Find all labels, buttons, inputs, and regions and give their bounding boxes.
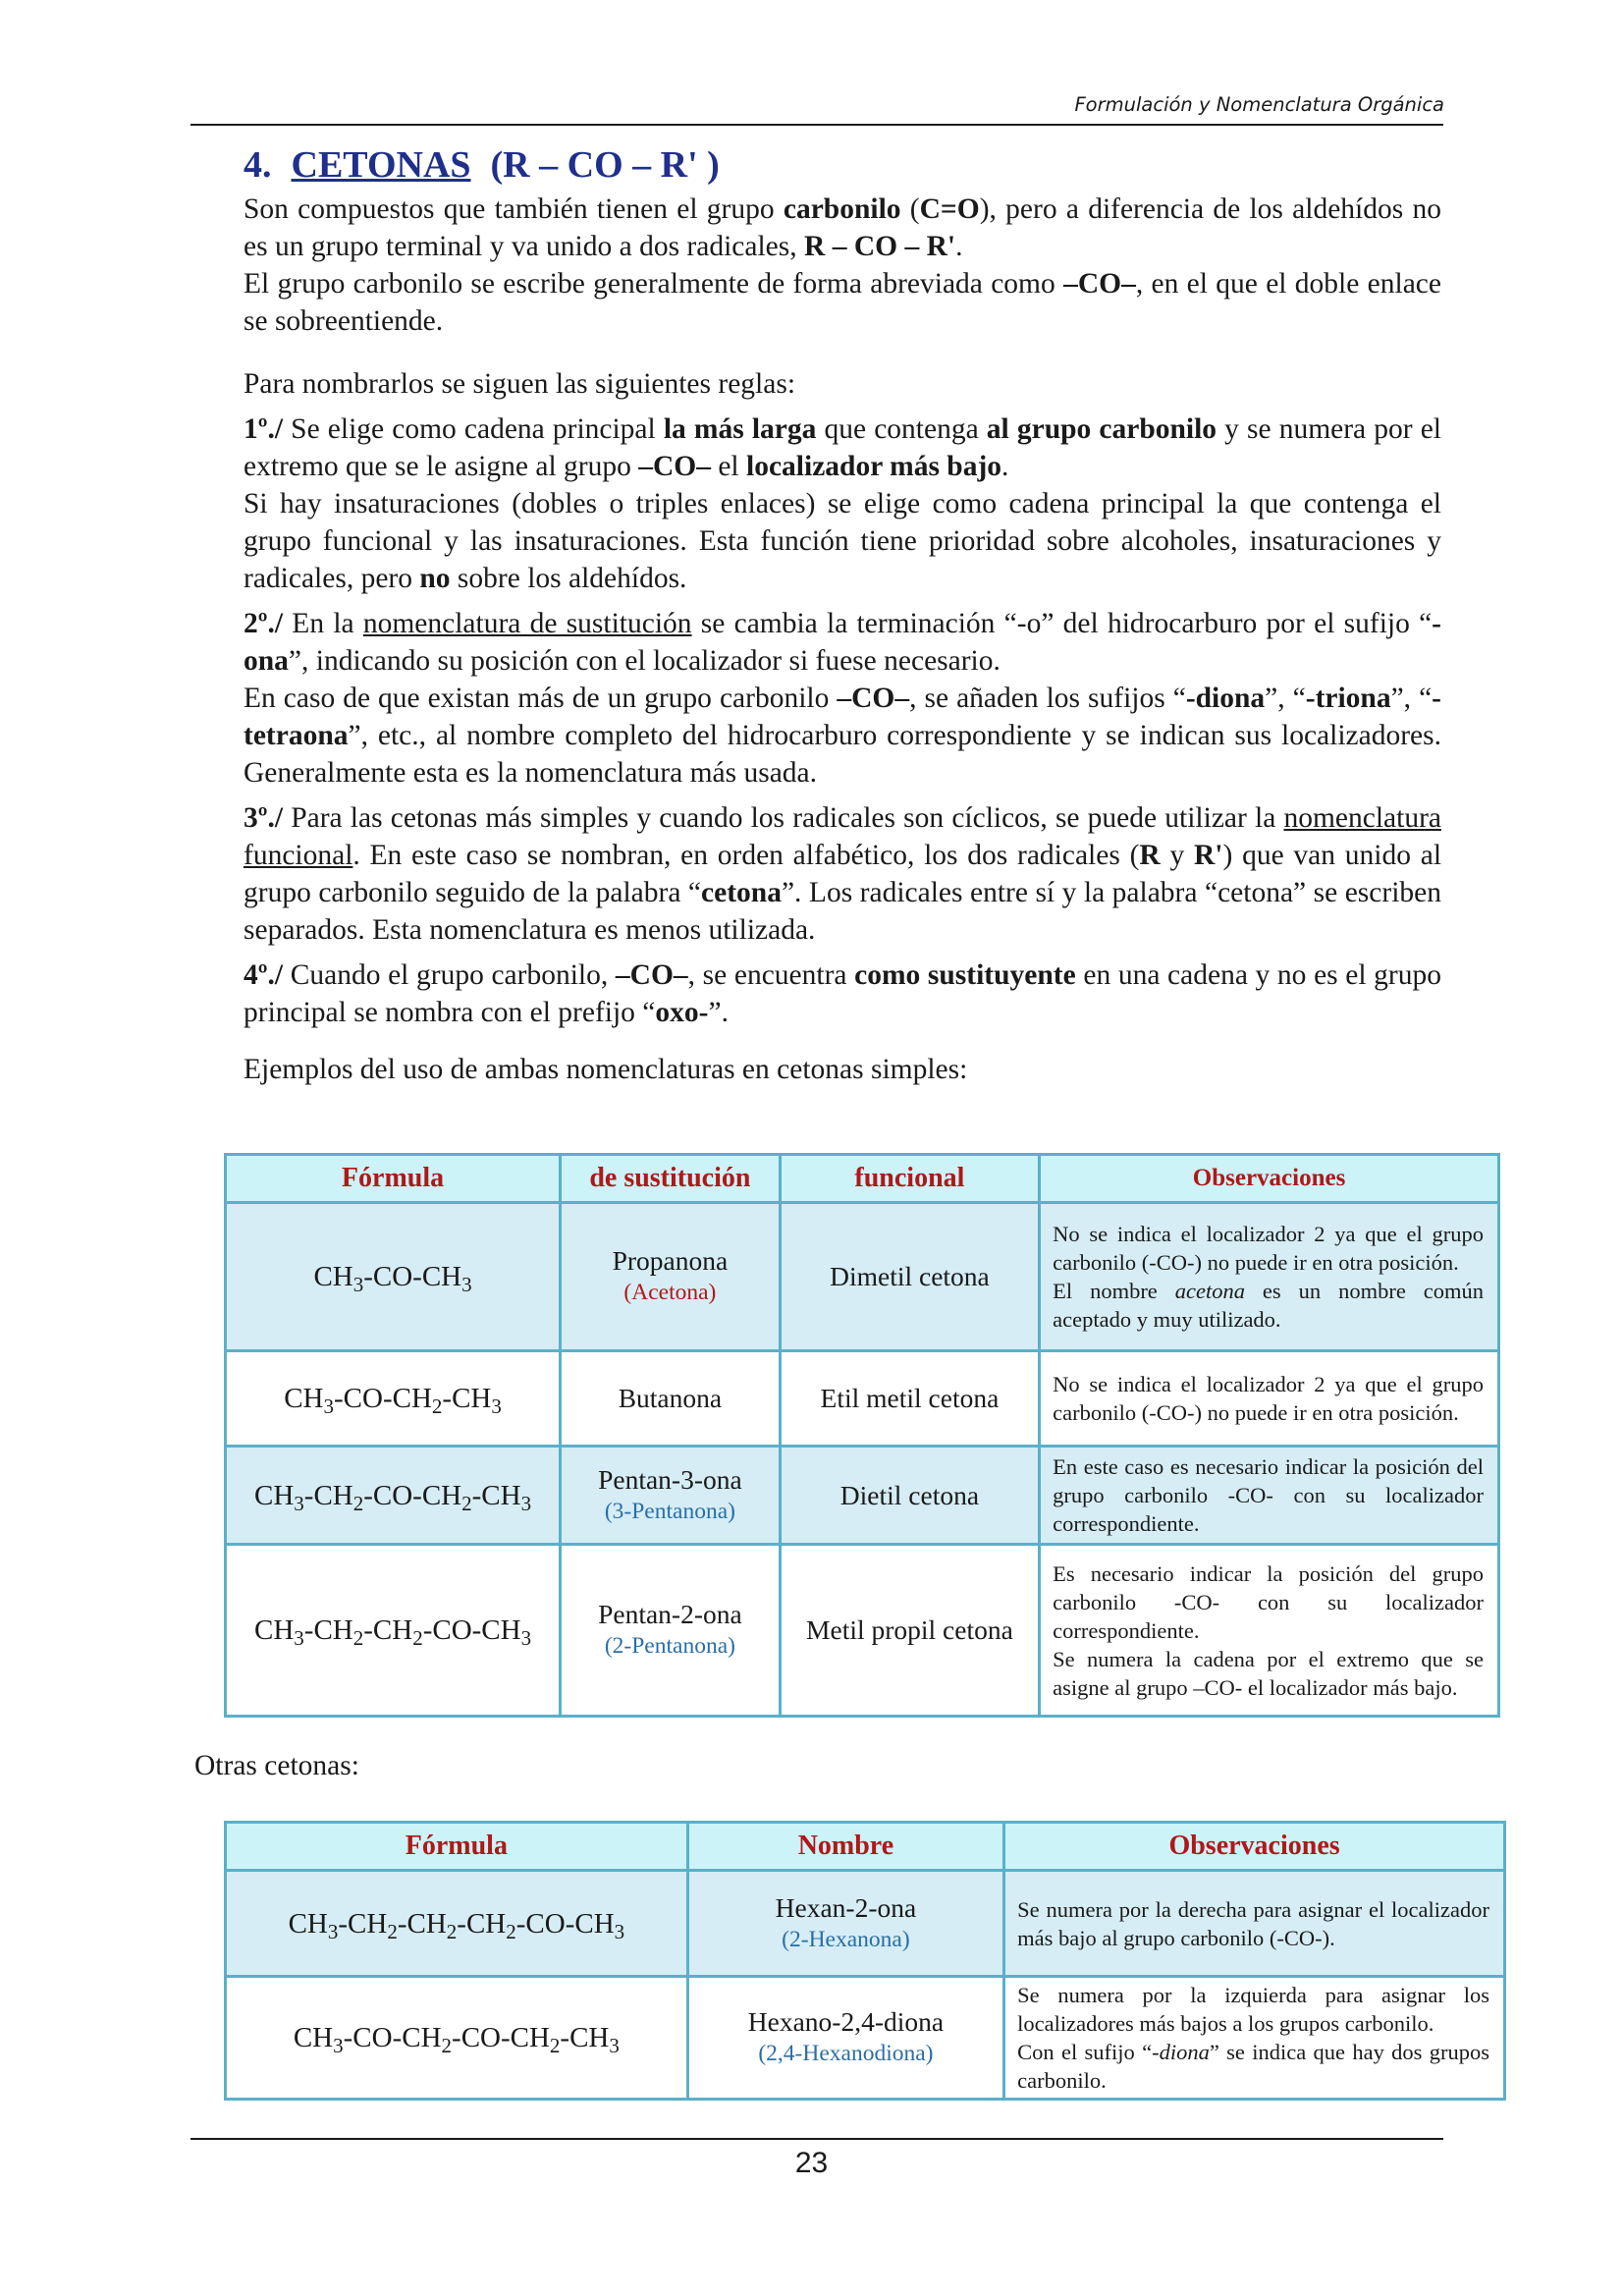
text-run: se cambia la terminación “-o” del hidrocarburo por el sufijo “: [691, 608, 1433, 639]
bold-run: R': [1194, 840, 1223, 871]
rule-4: [243, 957, 1441, 1031]
observation-text: No se indica el localizador 2 ya que el grupo carbonilo (-CO-) no puede ir en otra posición.: [1053, 1222, 1484, 1275]
ketone-examples-table: [224, 1153, 1500, 1718]
text-run: .: [955, 231, 963, 262]
formula-subscript: 3: [609, 2034, 620, 2057]
formula-subscript: 2: [431, 1394, 443, 1418]
formula-subscript: 2: [461, 1491, 472, 1515]
underlined-run: nomenclatura de sustitución: [362, 608, 692, 639]
bold-run: -tetraona: [243, 683, 1441, 751]
text-run: .: [1001, 451, 1009, 482]
formula-subscript: 2: [352, 1626, 364, 1650]
formula-part: -CH: [471, 1479, 521, 1511]
section-formula: (R – CO – R' ): [490, 144, 720, 186]
formula-part: -CH: [303, 1479, 353, 1511]
other-ketones-table: [224, 1821, 1506, 2101]
text-run: en una cadena y no es el grupo principal se nombra con el prefijo “: [243, 959, 1442, 1028]
text-run: es un nombre común aceptado y muy utilizado.: [1053, 1279, 1484, 1332]
observations-cell: [1040, 1447, 1499, 1545]
formula-part: -CH: [338, 1907, 388, 1940]
rule-number: 1º./: [243, 413, 284, 445]
observation-text: En este caso es necesario indicar la posición del grupo carbonilo -CO- con su localizador correspondiente.: [1053, 1454, 1484, 1536]
functional-name-cell: Dimetil cetona: [780, 1203, 1039, 1351]
substitution-name: Pentan-3-ona: [598, 1463, 742, 1495]
rule-number: 3º./: [243, 802, 284, 834]
bold-run: C=O: [919, 193, 980, 225]
text-run: Son compuestos que también tienen el grupo: [243, 193, 784, 225]
formula-subscript: 3: [294, 1491, 304, 1515]
functional-name-cell: Dietil cetona: [780, 1447, 1039, 1545]
column-header: Fórmula: [226, 1823, 688, 1871]
formula-cell: [226, 1871, 688, 1977]
text-run: ”.: [708, 997, 729, 1028]
substitution-name: Butanona: [618, 1383, 723, 1413]
formula-cell: [226, 1351, 561, 1447]
bold-run: no: [419, 563, 451, 594]
running-header: Formulación y Nomenclatura Orgánica: [1074, 93, 1444, 116]
formula-subscript: 3: [491, 1394, 502, 1418]
observations-cell: [1004, 1871, 1505, 1977]
table-header-row: [226, 1155, 1499, 1203]
observations-cell: [1040, 1203, 1499, 1351]
text-run: ”, “: [1265, 683, 1306, 714]
formula-part: -CH: [303, 1614, 353, 1646]
intro-paragraph: [243, 191, 1441, 265]
text-run: , en el que el doble enlace se sobreentiende.: [243, 268, 1441, 337]
bold-run: cetona: [701, 877, 782, 908]
formula-subscript: 3: [323, 1394, 335, 1418]
text-run: ) que van unido al grupo carbonilo seguido de la palabra “: [243, 840, 1442, 908]
text-run: El grupo carbonilo se escribe generalmente de forma abreviada como: [243, 268, 1064, 300]
alternate-name: (2-Pentanona): [604, 1633, 735, 1659]
common-name: (Acetona): [623, 1280, 717, 1305]
formula-part: -CH: [560, 2022, 610, 2053]
italic-run: acetona: [1174, 1279, 1245, 1303]
formula-subscript: 3: [333, 2034, 344, 2057]
text-run: Para las cetonas más simples y cuando los radicales son cíclicos, se puede utilizar la: [283, 802, 1284, 834]
bold-run: como sustituyente: [854, 959, 1076, 991]
text-run: Cuando el grupo carbonilo,: [283, 959, 616, 991]
section-title: [243, 143, 720, 187]
text-run: En la: [283, 608, 363, 639]
bold-run: R – CO – R': [804, 231, 956, 262]
column-header: Observaciones: [1004, 1823, 1505, 1871]
column-header: Nombre: [687, 1823, 1003, 1871]
formula-cell: [226, 1203, 561, 1351]
text-run: ), pero a diferencia de los aldehídos no es un grupo terminal y va unido a dos radicales,: [243, 193, 1441, 262]
footer-divider: [190, 2138, 1443, 2140]
name-cell: [687, 1871, 1003, 1977]
observation-text: Se numera la cadena por el extremo que se asigne al grupo –CO- el localizador más bajo.: [1053, 1646, 1484, 1700]
text-run: ”, “: [1390, 683, 1433, 714]
formula-part: -CO-CH: [363, 1479, 462, 1511]
substitution-name-cell: [561, 1545, 781, 1717]
rule-number: 2º./: [243, 608, 284, 639]
formula-subscript: 2: [441, 2034, 453, 2057]
formula-cell: [226, 1977, 688, 2100]
formula-part: -CO-CH: [452, 2022, 550, 2053]
text-run: ”. Los radicales entre sí y la palabra “cetona” se escriben separados. Esta nomenclatura es menos utilizada.: [243, 877, 1441, 946]
text-run: y: [1160, 840, 1194, 871]
formula-part: CH: [288, 1907, 328, 1940]
other-ketones-label: Otras cetonas:: [194, 1750, 359, 1781]
observation-text: [1053, 1277, 1484, 1334]
formula-subscript: 2: [446, 1919, 458, 1943]
observations-cell: [1040, 1545, 1499, 1717]
formula-cell: [226, 1545, 561, 1717]
page-number: 23: [794, 2147, 829, 2179]
formula-subscript: 3: [294, 1626, 304, 1650]
text-run: ” se indica que hay dos grupos carbonilo.: [1017, 2040, 1489, 2093]
formula-subscript: 2: [506, 1919, 516, 1943]
observation-text: [1017, 2038, 1489, 2095]
formula-part: -CH: [397, 1907, 447, 1940]
text-run: . En este caso se nombran, en orden alfabético, los dos radicales (: [352, 840, 1140, 871]
formula-subscript: 2: [412, 1626, 423, 1650]
formula-subscript: 2: [352, 1491, 364, 1515]
bold-run: -diona: [1185, 683, 1266, 714]
alternate-name: (3-Pentanona): [604, 1498, 735, 1524]
table-row: [226, 1203, 1499, 1351]
formula-part: CH: [313, 1261, 353, 1292]
substitution-name: Pentan-2-ona: [598, 1599, 742, 1629]
section-name: CETONAS: [291, 144, 471, 186]
rule-1: [243, 410, 1441, 485]
column-header: de sustitución: [561, 1155, 781, 1203]
text-run: Con el sufijo “: [1017, 2040, 1153, 2064]
main-text: [243, 191, 1441, 1088]
table-row: [226, 1447, 1499, 1545]
table-row: [226, 1871, 1505, 1977]
bold-run: –CO–: [638, 451, 711, 482]
formula-subscript: 3: [352, 1273, 364, 1296]
bold-run: carbonilo: [783, 193, 901, 225]
alternate-name: (2,4-Hexanodiona): [758, 2041, 934, 2066]
formula-subscript: 3: [614, 1919, 625, 1943]
text-run: En caso de que existan más de un grupo carbonilo: [243, 683, 838, 714]
formula-subscript: 2: [549, 2034, 561, 2057]
text-run: , se añaden los sufijos “: [909, 683, 1186, 714]
header-divider: [190, 124, 1443, 126]
text-run: ”, etc., al nombre completo del hidrocarburo correspondiente y se indican sus localizadores. Generalmente esta es la nomenclatura más usada.: [243, 720, 1441, 789]
formula-part: -CH: [442, 1383, 492, 1414]
bold-run: al grupo carbonilo: [986, 413, 1217, 445]
rules-intro: Para nombrarlos se siguen las siguientes reglas:: [243, 368, 796, 400]
rule-3: [243, 799, 1441, 949]
formula-cell: [226, 1447, 561, 1545]
formula-subscript: 3: [520, 1626, 532, 1650]
bold-run: -triona: [1305, 683, 1391, 714]
column-header: Observaciones: [1040, 1155, 1499, 1203]
formula-part: CH: [253, 1614, 295, 1646]
column-header: funcional: [780, 1155, 1039, 1203]
formula-subscript: 3: [327, 1919, 339, 1943]
bold-run: oxo-: [655, 997, 709, 1028]
alternate-name: (2-Hexanona): [782, 1926, 910, 1952]
observation-text: No se indica el localizador 2 ya que el grupo carbonilo (-CO-) no puede ir en otra posición.: [1053, 1372, 1484, 1425]
substitution-name-cell: [561, 1447, 781, 1545]
substitution-name: Hexan-2-ona: [775, 1891, 917, 1923]
text-run: (: [900, 193, 920, 225]
bold-run: R: [1139, 840, 1161, 871]
table-header-row: [226, 1823, 1505, 1871]
formula-subscript: 2: [387, 1919, 398, 1943]
formula-part: -CO-CH: [515, 1907, 615, 1940]
table-row: [226, 1545, 1499, 1717]
italic-run: -diona: [1152, 2040, 1210, 2064]
rule-number: 4º./: [243, 959, 284, 991]
bold-run: localizador más bajo: [746, 451, 1002, 482]
text-run: El nombre: [1053, 1279, 1175, 1303]
formula-subscript: 3: [520, 1491, 532, 1515]
observations-cell: [1040, 1351, 1499, 1447]
text-run: el: [710, 451, 747, 482]
bold-run: -ona: [243, 608, 1441, 677]
formula-part: -CO-CH: [343, 2022, 442, 2053]
observation-text: Es necesario indicar la posición del grupo carbonilo -CO- con su localizador correspondiente.: [1053, 1560, 1484, 1643]
bold-run: –CO–: [837, 683, 910, 714]
observation-text: Se numera por la derecha para asignar el localizador más bajo al grupo carbonilo (-CO-).: [1017, 1896, 1489, 1950]
formula-part: -CO-CH: [334, 1383, 432, 1414]
text-run: y se numera por el extremo que se le asigne al grupo: [243, 413, 1441, 482]
text-run: , se encuentra: [687, 959, 855, 991]
text-run: ”, indicando su posición con el localizador si fuese necesario.: [288, 645, 1001, 677]
substitution-name-cell: [561, 1351, 781, 1447]
underlined-run: nomenclatura funcional: [243, 802, 1441, 871]
formula-part: CH: [253, 1479, 295, 1511]
formula-part: -CH: [457, 1907, 507, 1940]
name-cell: [687, 1977, 1003, 2100]
substitution-name: Propanona: [612, 1245, 729, 1276]
text-run: Si hay insaturaciones (dobles o triples enlaces) se elige como cadena principal la que contenga el grupo funcional y las insaturaciones. Esta función tiene prioridad sobre alcoholes, insaturaciones y radicales, pero: [243, 488, 1441, 594]
formula-part: -CO-CH: [363, 1261, 462, 1292]
text-run: Se elige como cadena principal: [283, 413, 664, 445]
bold-run: –CO–: [1063, 268, 1136, 300]
text-run: sobre los aldehídos.: [450, 563, 687, 594]
bold-run: la más larga: [663, 413, 817, 445]
substitution-name: Hexano-2,4-diona: [747, 2006, 945, 2037]
observations-cell: [1004, 1977, 1505, 2100]
column-header: Fórmula: [226, 1155, 561, 1203]
formula-part: -CH: [363, 1614, 413, 1646]
functional-name-cell: Etil metil cetona: [780, 1351, 1039, 1447]
intro-paragraph-2: [243, 265, 1441, 340]
section-number: 4.: [243, 144, 272, 186]
formula-part: CH: [293, 2022, 334, 2053]
table-row: [226, 1977, 1505, 2100]
bold-run: –CO–: [615, 959, 688, 991]
formula-subscript: 3: [461, 1273, 472, 1296]
substitution-name-cell: [561, 1203, 781, 1351]
observation-text: Se numera por la izquierda para asignar los localizadores más bajos a los grupos carbonilo.: [1017, 1983, 1489, 2036]
formula-part: -CO-CH: [422, 1614, 521, 1646]
functional-name-cell: Metil propil cetona: [780, 1545, 1039, 1717]
rule-1-continued: [243, 485, 1441, 597]
text-run: que contenga: [816, 413, 987, 445]
rule-2: [243, 605, 1441, 680]
examples-intro: Ejemplos del uso de ambas nomenclaturas en cetonas simples:: [243, 1054, 968, 1085]
rule-2-continued: [243, 680, 1441, 792]
table-row: [226, 1351, 1499, 1447]
formula-part: CH: [284, 1383, 324, 1414]
